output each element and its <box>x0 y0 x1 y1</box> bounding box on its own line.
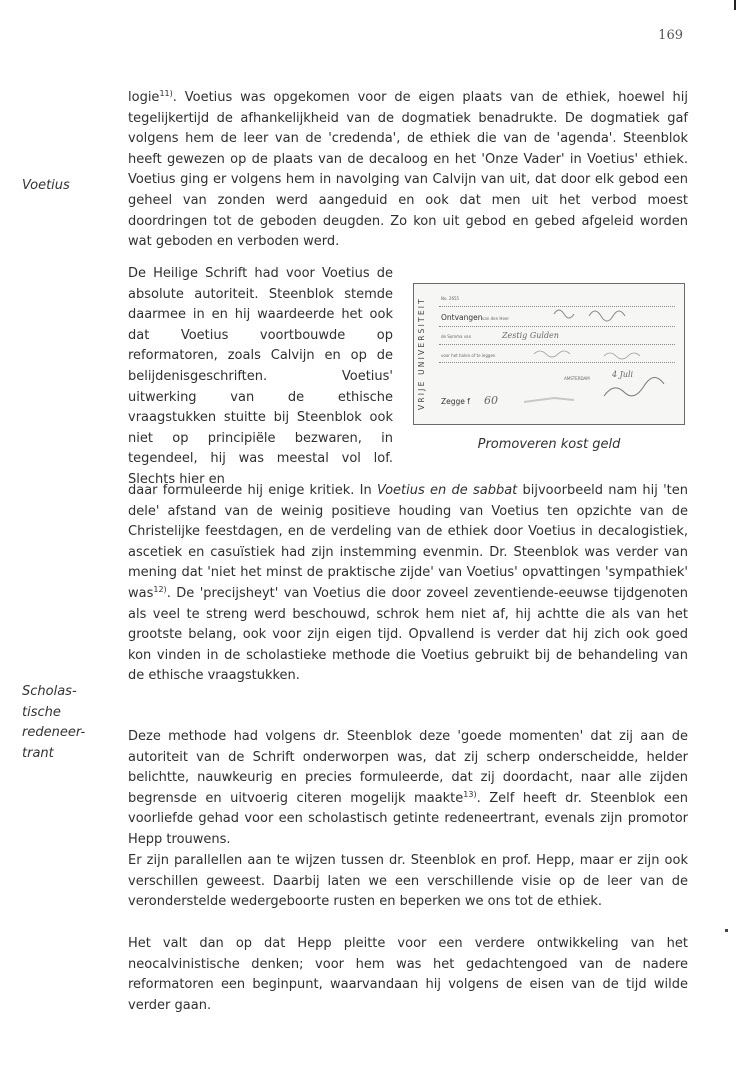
margin-note-line: trant <box>22 745 54 761</box>
text-run: Er zijn parallellen aan te wijzen tussen dr. Steenblok en prof. Hepp, maar er zijn ook verschillen geweest. Daarbij laten we een verschillende visie op de leer van de veronderstelde wedergeboorte rusten en beperken we ons tot de ethiek. <box>128 853 688 910</box>
footnote-ref-11: 11) <box>159 89 173 98</box>
receipt-sum-small: de Somma van <box>441 334 472 339</box>
text-run: . Zelf heeft dr. Steenblok een voorliefde gehad voor een scholastisch getinte redeneertrant, evenals zijn promotor Hepp trouwens. <box>128 790 688 847</box>
scan-speck <box>725 929 728 932</box>
receipt-handwriting-signature <box>414 284 684 424</box>
paragraph-3 <box>128 727 688 851</box>
text-run: . Voetius was opgekomen voor de eigen plaats van de ethiek, hoewel hij tegelijkertijd de afhankelijkheid van de dogmatiek benadrukte. De dogmatiek gaf volgens hem de leer van de 'credenda', de ethiek die van de 'agenda'. Steenblok heeft gewezen op de plaats van de decaloog en het 'Onze Vader' in Voetius' ethiek. Voetius ging er volgens hem in navolging van Calvijn van uit, dat door elk gebod een geheel van zonden werd aangeduid en ook dat men uit het verbod moest doordringen tot de geboden deugden. Zo kon uit gebod en gebed afgeleid worden wat geboden en verboden werd. <box>128 90 688 250</box>
footnote-ref-13: 13) <box>463 789 477 799</box>
text-run: De Heilige Schrift had voor Voetius de absolute autoriteit. Steenblok stemde daarmee in en hij waardeerde het ook dat Voetius voortbouwde op reformatoren, zoals Calvijn en op de belijdenisgeschriften. Voetius' uitwerking van de ethische vraagstukken stuitte bij Steenblok ook niet op principiële bezwaren, in tegendeel, hij was meestal vol lof. Slechts hier en <box>128 266 393 487</box>
paragraph-1 <box>128 88 688 253</box>
margin-note-line: tische <box>22 704 61 720</box>
text-run: daar formuleerde hij enige kritiek. In <box>128 483 377 498</box>
paragraph-5 <box>128 934 688 1016</box>
text-run: logie <box>128 90 160 105</box>
book-title: Voetius en de sabbat <box>376 483 518 498</box>
margin-note-line: Scholas- <box>22 684 77 699</box>
receipt-amount-handwriting: 60 <box>484 394 498 407</box>
receipt-received-label: Ontvangen <box>441 313 483 322</box>
footnote-ref-12: 12) <box>153 584 167 594</box>
text-run: bijvoorbeeld nam hij 'ten dele' afstand van de weinig positieve houding van Voetius ten opzichte van de Christelijke feestdagen, en de verdeling van de ethiek door Voetius in decalogistiek, ascetiek en casuïstiek had zijn instemming evenmin. Dr. Steenblok was verder van mening dat 'niet het minst de praktische zijde' van Voetius' opvattingen 'sympathiek' was <box>128 483 688 601</box>
paragraph-2-narrow <box>128 264 393 491</box>
text-run: Het valt dan op dat Hepp pleitte voor een verdere ontwikkeling van het neocalvinistische denken; voor hem was het gedachtengoed van de nadere reformatoren een beginpunt, waarvandaan hij volgens de eisen van de tijd wilde verder gaan. <box>128 936 688 1013</box>
receipt-number: No. 2655 <box>441 296 460 301</box>
paragraph-4 <box>128 851 688 913</box>
margin-note-voetius: Voetius <box>22 178 70 193</box>
paragraph-2-wide <box>128 481 688 687</box>
receipt-place: AMSTERDAM <box>564 376 590 381</box>
receipt-vertical-label: VRIJE UNIVERSITEIT <box>417 297 426 411</box>
receipt-sum-handwriting: Zestig Gulden <box>502 331 559 340</box>
receipt-purpose-small: voor het halen of te leggen <box>441 353 496 358</box>
scan-edge-mark <box>734 0 736 10</box>
page-number: 169 <box>658 28 683 43</box>
receipt-image <box>413 283 685 425</box>
margin-note-scholastische-redeneertrant <box>22 682 85 764</box>
receipt-figure <box>413 283 685 452</box>
receipt-date-handwriting: 4 Juli <box>612 370 634 379</box>
figure-caption: Promoveren kost geld <box>477 437 621 452</box>
text-run: . De 'precijsheyt' van Voetius die door zoveel zeventiende-eeuwse tijdgenoten als veel te streng werd beschouwd, schrok hem niet af, hij achtte die als van het grootste belang, ook voor zijn eigen tijd. Opvallend is verder dat hij zich ook goed kon vinden in de scholastieke methode die Voetius gebruikt bij de behandeling van de ethische vraagstukken. <box>128 585 688 684</box>
text-run: Deze methode had volgens dr. Steenblok deze 'goede momenten' dat zij aan de autoriteit van de Schrift onderworpen was, dat zij scherp onderscheidde, helder belichtte, nauwkeurig en precies formuleerde, dat zij doordacht, naar alle zijden begrensde en uitvoerig citeren mogelijk maakte <box>128 729 688 806</box>
margin-note-line: redeneer- <box>22 725 86 741</box>
receipt-received-small: van den Heer <box>482 316 510 321</box>
receipt-amount-label: Zegge f <box>441 397 470 406</box>
